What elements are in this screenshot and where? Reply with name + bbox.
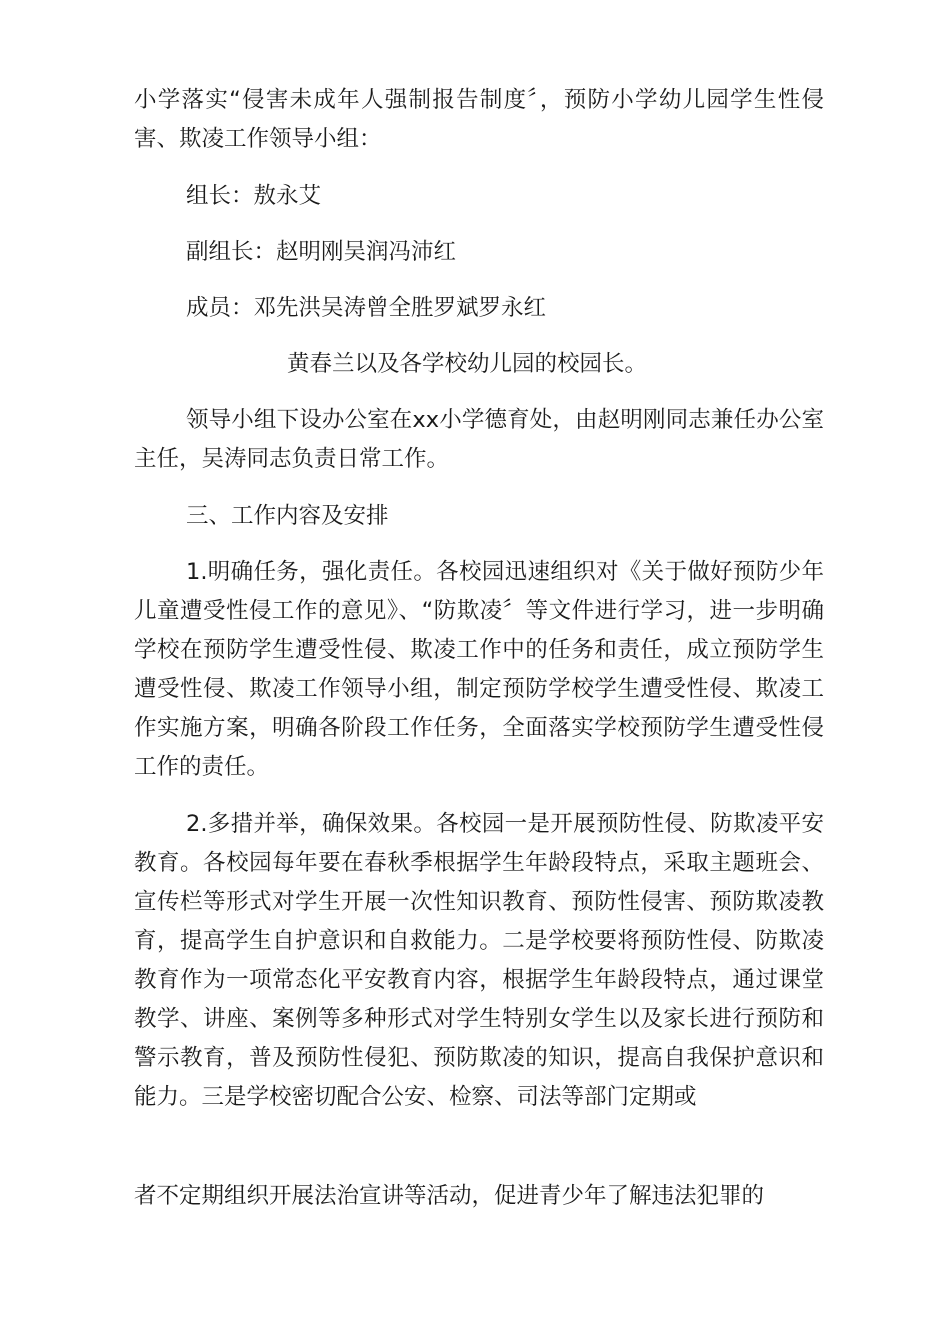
paragraph-office-setup: 领导小组下设办公室在xx小学德育处，由赵明刚同志兼任办公室主任，吴涛同志负责日常工作。: [134, 407, 824, 472]
paragraph-leading-group-intro: 小学落实“侵害未成年人强制报告制度〞，预防小学幼儿园学生性侵害、欺凌工作领导小组：: [134, 87, 824, 152]
section-heading-work-content: 三、工作内容及安排: [186, 503, 389, 529]
paragraph-item-1: 1.明确任务，强化责任。各校园迅速组织对《关于做好预防少年儿童遭受性侵工作的意见》、“防欺凌〞等文件进行学习，进一步明确学校在预防学生遭受性侵、欺凌工作中的任务和责任，成立预防学生遭受性侵、欺凌工作领导小组，制定预防学校学生遭受性侵、欺凌工作实施方案，明确各阶段工作任务，全面落实学校预防学生遭受性侵工作的责任。: [134, 559, 824, 780]
paragraph-group-leader: 组长：敖永艾: [186, 183, 322, 209]
paragraph-deputy-leaders: 副组长：赵明刚吴润冯沛红: [186, 239, 457, 265]
paragraph-item-2: 2.多措并举，确保效果。各校园一是开展预防性侵、防欺凌平安教育。各校园每年要在春秋季根据学生年龄段特点，采取主题班会、宣传栏等形式对学生开展一次性知识教育、预防性侵害、预防欺凌教育，提高学生自护意识和自救能力。二是学校要将预防性侵、防欺凌教育作为一项常态化平安教育内容，根据学生年龄段特点，通过课堂教学、讲座、案例等多种形式对学生特别女学生以及家长进行预防和警示教育，普及预防性侵犯、预防欺凌的知识，提高自我保护意识和能力。三是学校密切配合公安、检察、司法等部门定期或: [134, 811, 824, 1110]
paragraph-members-continued: 黄春兰以及各学校幼儿园的校园长。: [287, 351, 648, 377]
paragraph-continuation: 者不定期组织开展法治宣讲等活动，促进青少年了解违法犯罪的: [134, 1183, 765, 1209]
paragraph-members: 成员：邓先洪吴涛曾全胜罗斌罗永红: [186, 295, 547, 321]
